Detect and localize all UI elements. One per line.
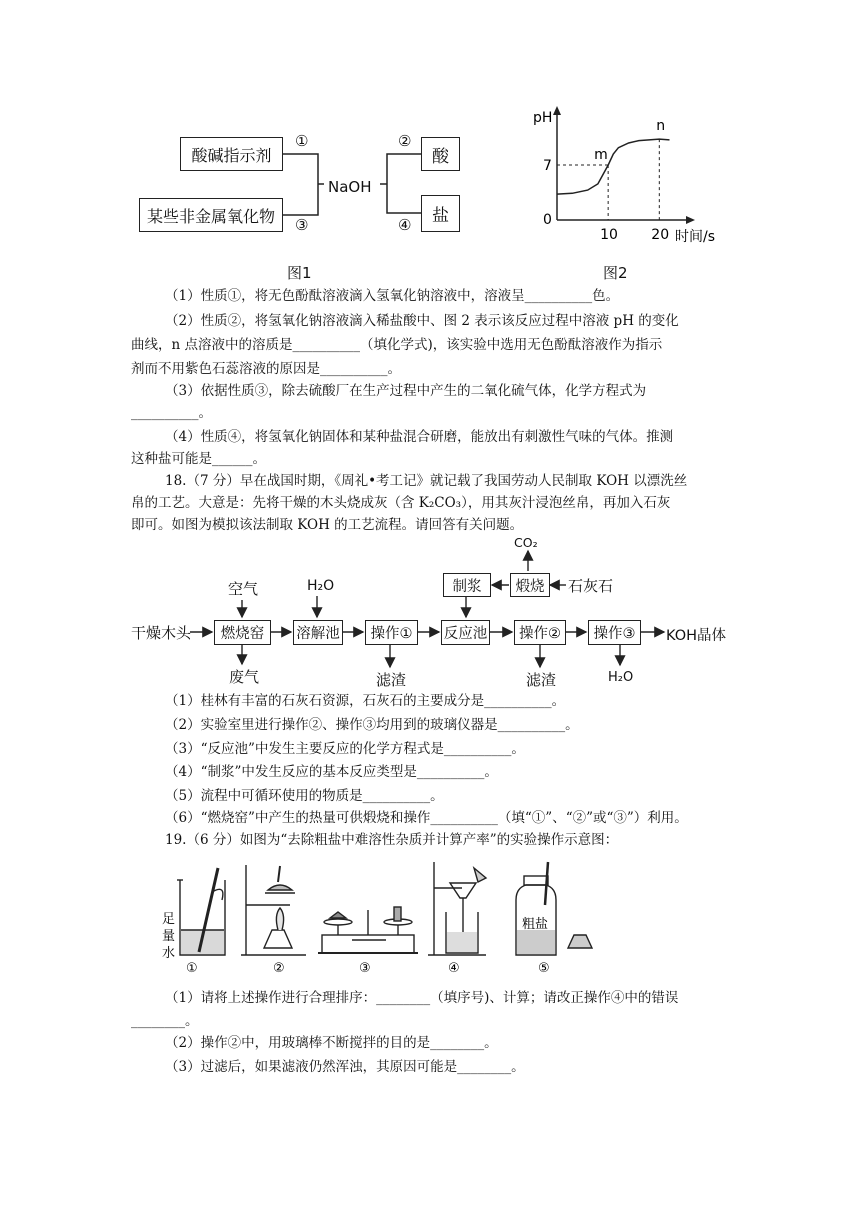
step-1-dissolve xyxy=(177,868,225,955)
q18-sub2: （2）实验室里进行操作②、操作③均用到的玻璃仪器是__________。 xyxy=(165,717,579,733)
q17-part2-line1: （2）性质②，将氢氧化钠溶液滴入稀盐酸中、图 2 表示该反应过程中溶液 pH 的变化 xyxy=(165,313,679,329)
q17-part2-line2: 曲线，n 点溶液中的溶质是__________（填化学式)，该实验中选用无色酚酞溶液作为指示 xyxy=(131,337,663,353)
q17-part3-line2: __________。 xyxy=(131,405,212,421)
marker-3: ③ xyxy=(295,216,309,234)
step-5-reagent-bottle xyxy=(516,862,592,955)
q17-part3-line1: （3）依据性质③，除去硫酸厂在生产过程中产生的二氧化硫气体，化学方程式为 xyxy=(165,383,647,399)
step-4-filter xyxy=(428,862,486,955)
y-axis-label: pH xyxy=(533,110,553,126)
x-tick-10: 10 xyxy=(600,227,618,243)
q19-sub1-line2: ________。 xyxy=(131,1013,199,1029)
flow-residue-1: 滤渣 xyxy=(376,671,407,689)
acid-box: 酸 xyxy=(421,137,460,171)
indicator-box: 酸碱指示剂 xyxy=(180,137,283,171)
point-n-label: n xyxy=(656,118,666,135)
step-label-2: ② xyxy=(273,961,285,976)
flow-co2: CO₂ xyxy=(514,535,538,550)
flow-slurry-box: 制浆 xyxy=(443,573,491,597)
figure-2-caption: 图2 xyxy=(603,264,628,282)
q17-part1: （1）性质①，将无色酚酞溶液滴入氢氧化钠溶液中，溶液呈__________色。 xyxy=(165,288,620,304)
nonmetal-oxide-box: 某些非金属氧化物 xyxy=(139,198,283,232)
flow-kiln-box: 燃烧窑 xyxy=(214,620,271,645)
water-label-char-3: 水 xyxy=(162,946,176,961)
step-label-3: ③ xyxy=(359,961,371,976)
crude-salt-label: 粗盐 xyxy=(522,917,549,932)
marker-4: ④ xyxy=(398,216,412,234)
y-tick-0: 0 xyxy=(543,212,552,228)
marker-2: ② xyxy=(398,132,412,150)
q17-part4-line2: 这种盐可能是______。 xyxy=(131,451,266,467)
step-label-5: ⑤ xyxy=(538,961,550,976)
step-label-4: ④ xyxy=(448,961,460,976)
step-2-evaporate xyxy=(241,865,306,955)
flow-op3-box: 操作③ xyxy=(588,620,641,645)
q18-sub4: （4）“制浆”中发生反应的基本反应类型是__________。 xyxy=(165,764,498,780)
q17-part2-line3: 剂而不用紫色石蕊溶液的原因是__________。 xyxy=(131,361,401,377)
q19-sub3: （3）过滤后，如果滤液仍然浑浊，其原因可能是________。 xyxy=(165,1059,525,1075)
q18-sub6: （6）“燃烧窑”中产生的热量可供煅烧和操作__________（填“①”、“②”或“③”）利用。 xyxy=(165,810,688,826)
flow-product: KOH晶体 xyxy=(666,628,727,644)
y-tick-7: 7 xyxy=(543,158,552,174)
step-3-weigh xyxy=(318,907,418,953)
figure-1-caption: 图1 xyxy=(287,264,312,282)
x-axis-label: 时间/s xyxy=(675,229,716,245)
flow-dissolve-box: 溶解池 xyxy=(293,620,343,645)
flow-calcine-box: 煅烧 xyxy=(510,573,550,597)
flow-op2-box: 操作② xyxy=(514,620,566,645)
flow-water-in: H₂O xyxy=(307,578,335,594)
flow-input-wood: 干燥木头 xyxy=(131,624,192,642)
flow-limestone: 石灰石 xyxy=(568,577,614,595)
water-label-char-1: 足 xyxy=(162,912,176,927)
q18-sub5: （5）流程中可循环使用的物质是__________。 xyxy=(165,788,444,804)
q18-sub1: （1）桂林有丰富的石灰石资源，石灰石的主要成分是__________。 xyxy=(165,693,566,709)
flow-air: 空气 xyxy=(228,580,259,598)
point-m-label: m xyxy=(594,147,608,163)
q19-intro: 19.（6 分）如图为“去除粗盐中难溶性杂质并计算产率”的实验操作示意图： xyxy=(165,832,619,848)
water-label-char-2: 量 xyxy=(162,929,176,944)
marker-1: ① xyxy=(295,132,309,150)
q19-sub2: （2）操作②中，用玻璃棒不断搅拌的目的是________。 xyxy=(165,1035,498,1051)
q17-part4-line1: （4）性质④，将氢氧化钠固体和某种盐混合研磨，能放出有刺激性气味的气体。推测 xyxy=(165,429,674,445)
naoh-label: NaOH xyxy=(328,178,372,196)
x-tick-20: 20 xyxy=(651,227,670,243)
flow-reaction-box: 反应池 xyxy=(441,620,490,645)
flow-op1-box: 操作① xyxy=(365,620,418,645)
q19-sub1-line1: （1）请将上述操作进行合理排序：________（填序号)、计算；请改正操作④中的错误 xyxy=(165,990,679,1006)
q18-intro-line3: 即可。如图为模拟该法制取 KOH 的工艺流程。请回答有关问题。 xyxy=(131,517,524,533)
salt-box: 盐 xyxy=(421,195,460,232)
q18-sub3: （3）“反应池”中发生主要反应的化学方程式是__________。 xyxy=(165,741,525,757)
q18-intro-line1: 18.（7 分）早在战国时期，《周礼•考工记》就记载了我国劳动人民制取 KOH 以漂洗丝 xyxy=(165,473,688,489)
flow-water-out: H₂O xyxy=(608,670,634,685)
flow-residue-2: 滤渣 xyxy=(526,671,557,689)
q18-intro-line2: 帛的工艺。大意是：先将干燥的木头烧成灰（含 K₂CO₃），用其灰汁浸泡丝帛，再加入石灰 xyxy=(131,495,671,511)
flow-waste-gas: 废气 xyxy=(229,668,260,686)
step-label-1: ① xyxy=(186,961,198,976)
